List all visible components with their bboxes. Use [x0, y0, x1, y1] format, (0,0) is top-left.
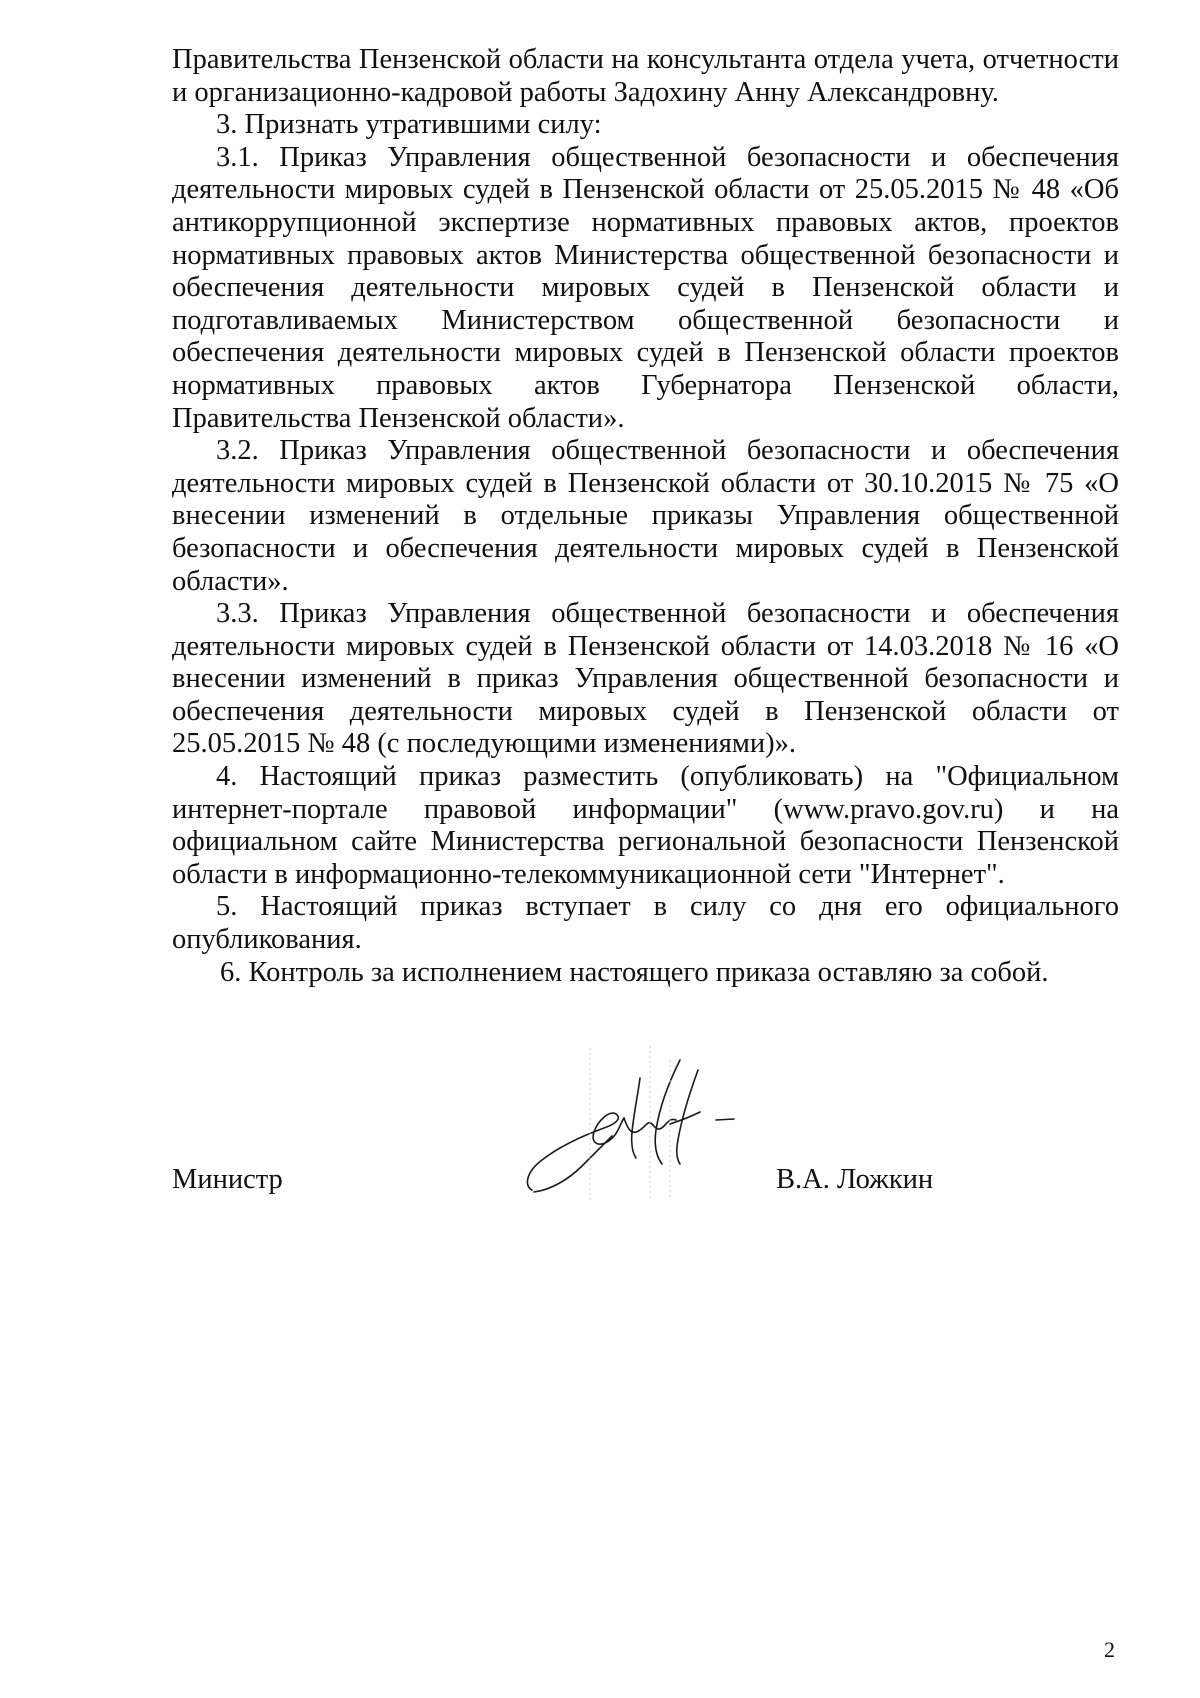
signatory-name: В.А. Ложкин	[776, 1164, 934, 1195]
paragraph-item-3-3: 3.3. Приказ Управления общественной безопасности и обеспечения деятельности мировых судей в Пензенской области от 14.03.2018 № 16 «О внесении изменений в приказ Управления общественной безопасности и обеспечения деятельности мировых судей в Пензенской области от 25.05.2015 № 48 (с последующими изменениями)».	[172, 598, 1119, 760]
paragraph-item-4: 4. Настоящий приказ разместить (опубликовать) на "Официальном интернет-портале правовой информации" (www.pravo.gov.ru) и на официальном сайте Министерства региональной безопасности Пензенской области в информационно-телекоммуникационной сети "Интернет".	[172, 761, 1119, 890]
document-body	[172, 44, 1119, 989]
paragraph-item-3-2: 3.2. Приказ Управления общественной безопасности и обеспечения деятельности мировых судей в Пензенской области от 30.10.2015 № 75 «О внесении изменений в отдельные приказы Управления общественной безопасности и обеспечения деятельности мировых судей в Пензенской области».	[172, 435, 1119, 597]
paragraph-item-3: 3. Признать утратившими силу:	[216, 109, 602, 141]
paragraph-item-6: 6. Контроль за исполнением настоящего приказа оставляю за собой.	[220, 956, 1049, 988]
paragraph-item-5: 5. Настоящий приказ вступает в силу со дня его официального опубликования.	[172, 891, 1119, 956]
paragraph-appointment-continuation: Правительства Пензенской области на консультанта отдела учета, отчетности и организационно-кадровой работы Задохину Анну Александровну.	[172, 44, 1119, 108]
paragraph-item-3-1: 3.1. Приказ Управления общественной безопасности и обеспечения деятельности мировых судей в Пензенской области от 25.05.2015 № 48 «Об антикоррупционной экспертизе нормативных правовых актов, проектов нормативных правовых актов Министерства общественной безопасности и обеспечения деятельности мировых судей в Пензенской области и подготавливаемых Министерством общественной безопасности и обеспечения деятельности мировых судей в Пензенской области проектов нормативных правовых актов Губернатора Пензенской области, Правительства Пензенской области».	[172, 141, 1119, 434]
signatory-title: Министр	[172, 1164, 283, 1195]
signature-block	[0, 1040, 1200, 1230]
page-number: 2	[1104, 1637, 1115, 1662]
handwritten-signature	[520, 1040, 760, 1210]
